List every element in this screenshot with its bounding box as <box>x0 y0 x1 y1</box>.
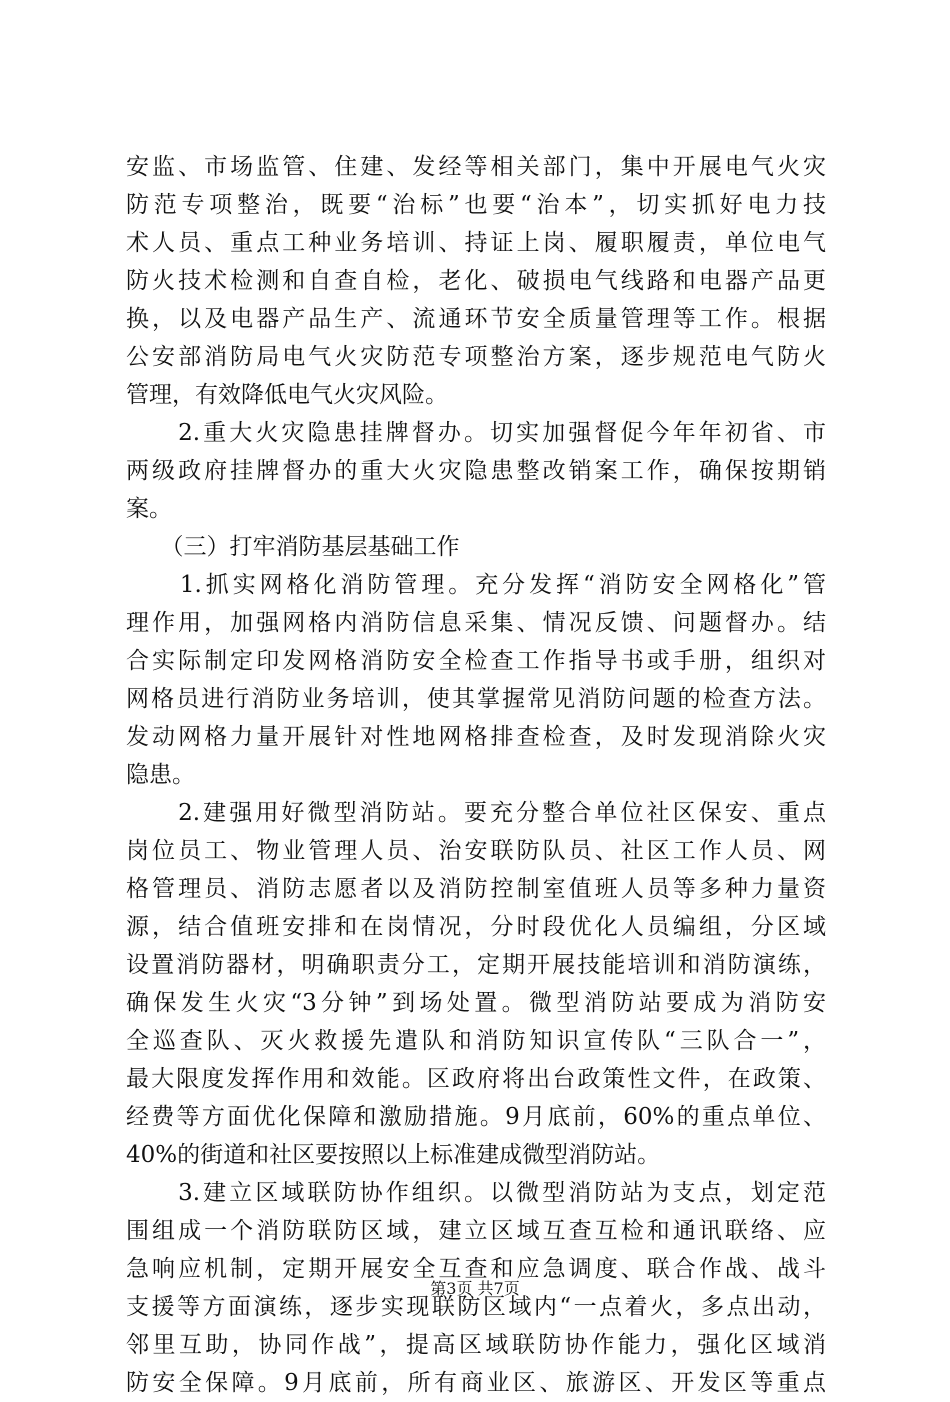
text-line: 格管理员、消防志愿者以及消防控制室值班人员等多种力量资 <box>126 876 826 902</box>
text-line: 全巡查队、灭火救援先遣队和消防知识宣传队“三队合一”， <box>126 1028 826 1054</box>
text-line: 安监、市场监管、住建、发经等相关部门，集中开展电气火灾 <box>126 154 826 180</box>
text-line: 设置消防器材，明确职责分工，定期开展技能培训和消防演练， <box>126 952 826 978</box>
text-line: 支援等方面演练，逐步实现联防区域内“一点着火，多点出动， <box>126 1294 826 1320</box>
text-line: 2.重大火灾隐患挂牌督办。切实加强督促今年年初省、市 <box>126 420 826 446</box>
text-line: 1.抓实网格化消防管理。充分发挥“消防安全网格化”管 <box>126 572 826 598</box>
text-line: 术人员、重点工种业务培训、持证上岗、履职履责，单位电气 <box>126 230 826 256</box>
text-line: 网格员进行消防业务培训，使其掌握常见消防问题的检查方法。 <box>126 686 826 712</box>
text-line: 急响应机制，定期开展安全互查和应急调度、联合作战、战斗 <box>126 1256 826 1282</box>
text-line: 源，结合值班安排和在岗情况，分时段优化人员编组，分区域 <box>126 914 826 940</box>
text-line: 经费等方面优化保障和激励措施。9月底前，60%的重点单位、 <box>126 1104 826 1130</box>
text-line: 40%的街道和社区要按照以上标准建成微型消防站。 <box>126 1142 661 1168</box>
text-line: 合实际制定印发网格消防安全检查工作指导书或手册，组织对 <box>126 648 826 674</box>
text-line: 发动网格力量开展针对性地网格排查检查，及时发现消除火灾 <box>126 724 826 750</box>
text-line: 最大限度发挥作用和效能。区政府将出台政策性文件，在政策、 <box>126 1066 826 1092</box>
text-line: 岗位员工、物业管理人员、治安联防队员、社区工作人员、网 <box>126 838 826 864</box>
text-line: 理作用，加强网格内消防信息采集、情况反馈、问题督办。结 <box>126 610 826 636</box>
text-line: 围组成一个消防联防区域，建立区域互查互检和通讯联络、应 <box>126 1218 826 1244</box>
document-body <box>126 148 826 1402</box>
text-line: 防火技术检测和自查自检，老化、破损电气线路和电器产品更 <box>126 268 826 294</box>
text-line: 两级政府挂牌督办的重大火灾隐患整改销案工作，确保按期销 <box>126 458 826 484</box>
text-line: 防安全保障。9月底前，所有商业区、旅游区、开发区等重点 <box>126 1370 826 1396</box>
text-line: 2.建强用好微型消防站。要充分整合单位社区保安、重点 <box>126 800 826 826</box>
text-line: （三）打牢消防基层基础工作 <box>126 534 460 560</box>
text-line: 邻里互助，协同作战”，提高区域联防协作能力，强化区域消 <box>126 1332 826 1358</box>
text-line: 确保发生火灾“3分钟”到场处置。微型消防站要成为消防安 <box>126 990 826 1016</box>
text-line: 换，以及电器产品生产、流通环节安全质量管理等工作。根据 <box>126 306 826 332</box>
text-line: 防范专项整治，既要“治标”也要“治本”，切实抓好电力技 <box>126 192 826 218</box>
text-line: 案。 <box>126 496 172 522</box>
page-footer: 第3页 共7页 <box>430 1279 520 1298</box>
text-line: 3.建立区域联防协作组织。以微型消防站为支点，划定范 <box>126 1180 826 1206</box>
text-line: 隐患。 <box>126 762 195 788</box>
text-line: 公安部消防局电气火灾防范专项整治方案，逐步规范电气防火 <box>126 344 826 370</box>
text-line: 管理，有效降低电气火灾风险。 <box>126 382 448 408</box>
